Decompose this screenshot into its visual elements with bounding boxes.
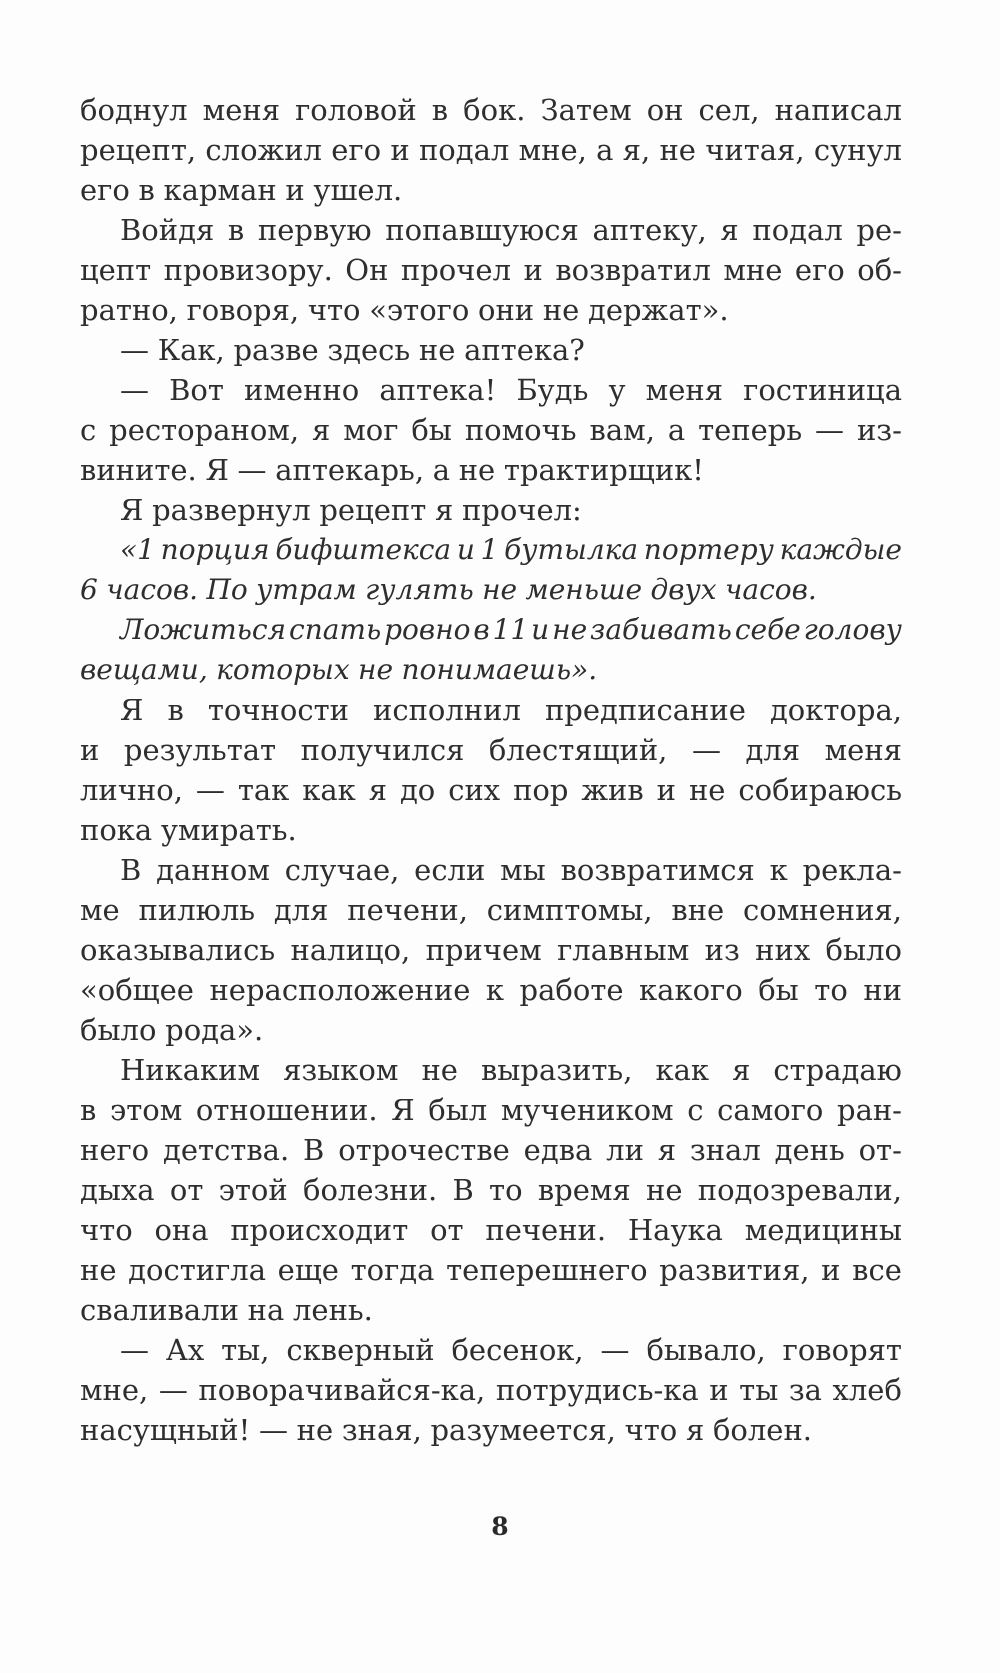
text-line: — Вот именно аптека! Будь у меня гостиница bbox=[120, 373, 902, 407]
page-number: 8 bbox=[491, 1512, 509, 1541]
text-line: Ложиться спать ровно в 11 и не забивать себе голову bbox=[120, 613, 902, 646]
text-line: насущный! — не зная, разумеется, что я болен. bbox=[80, 1413, 813, 1447]
text-line: рецепт, сложил его и подал мне, а я, не читая, сунул bbox=[80, 133, 902, 167]
text-line: — Ах ты, скверный бесенок, — бывало, говорят bbox=[120, 1333, 902, 1367]
text-line: вещами, которых не понимаешь». bbox=[80, 653, 598, 686]
text-line: Никаким языком не выразить, как я страдаю bbox=[120, 1053, 902, 1087]
page-body-text bbox=[80, 90, 902, 1450]
text-line: оказывались налицо, причем главным из них было bbox=[80, 933, 902, 967]
text-line: В данном случае, если мы возвратимся к рекла- bbox=[120, 853, 902, 887]
text-line: ратно, говоря, что «этого они не держат». bbox=[80, 293, 729, 327]
text-line: пока умирать. bbox=[80, 813, 297, 847]
text-line: ме пилюль для печени, симптомы, вне сомнения, bbox=[80, 893, 902, 927]
text-line: «1 порция бифштекса и 1 бутылка портеру каждые bbox=[120, 533, 902, 566]
text-line: него детства. В отрочестве едва ли я знал день от- bbox=[80, 1133, 902, 1167]
text-line: с рестораном, я мог бы помочь вам, а теперь — из- bbox=[80, 413, 902, 447]
text-line: было рода». bbox=[80, 1013, 264, 1047]
text-line: сваливали на лень. bbox=[80, 1293, 373, 1327]
text-line: в этом отношении. Я был мучеником с самого ран- bbox=[80, 1093, 902, 1127]
text-line: 6 часов. По утрам гулять не меньше двух часов. bbox=[80, 573, 817, 606]
text-line: не достигла еще тогда теперешнего развития, и все bbox=[80, 1253, 902, 1287]
text-line: цепт провизору. Он прочел и возвратил мне его об- bbox=[80, 253, 902, 287]
text-line: Я в точности исполнил предписание доктора, bbox=[120, 693, 902, 727]
text-line: — Как, разве здесь не аптека? bbox=[120, 333, 585, 367]
text-line: лично, — так как я до сих пор жив и не собираюсь bbox=[80, 773, 902, 807]
text-line: дыха от этой болезни. В то время не подозревали, bbox=[80, 1173, 902, 1207]
text-line: боднул меня головой в бок. Затем он сел, написал bbox=[80, 93, 902, 127]
text-line: что она происходит от печени. Наука медицины bbox=[80, 1213, 902, 1247]
text-line: Войдя в первую попавшуюся аптеку, я подал ре- bbox=[120, 213, 902, 247]
text-line: «общее нерасположение к работе какого бы то ни bbox=[80, 973, 902, 1007]
text-line: его в карман и ушел. bbox=[80, 173, 403, 207]
text-line: Я развернул рецепт я прочел: bbox=[120, 493, 582, 527]
text-line: вините. Я — аптекарь, а не трактирщик! bbox=[80, 453, 704, 487]
text-line: и результат получился блестящий, — для меня bbox=[80, 733, 902, 767]
text-line: мне, — поворачивайся-ка, потрудись-ка и ты за хлеб bbox=[80, 1373, 902, 1407]
